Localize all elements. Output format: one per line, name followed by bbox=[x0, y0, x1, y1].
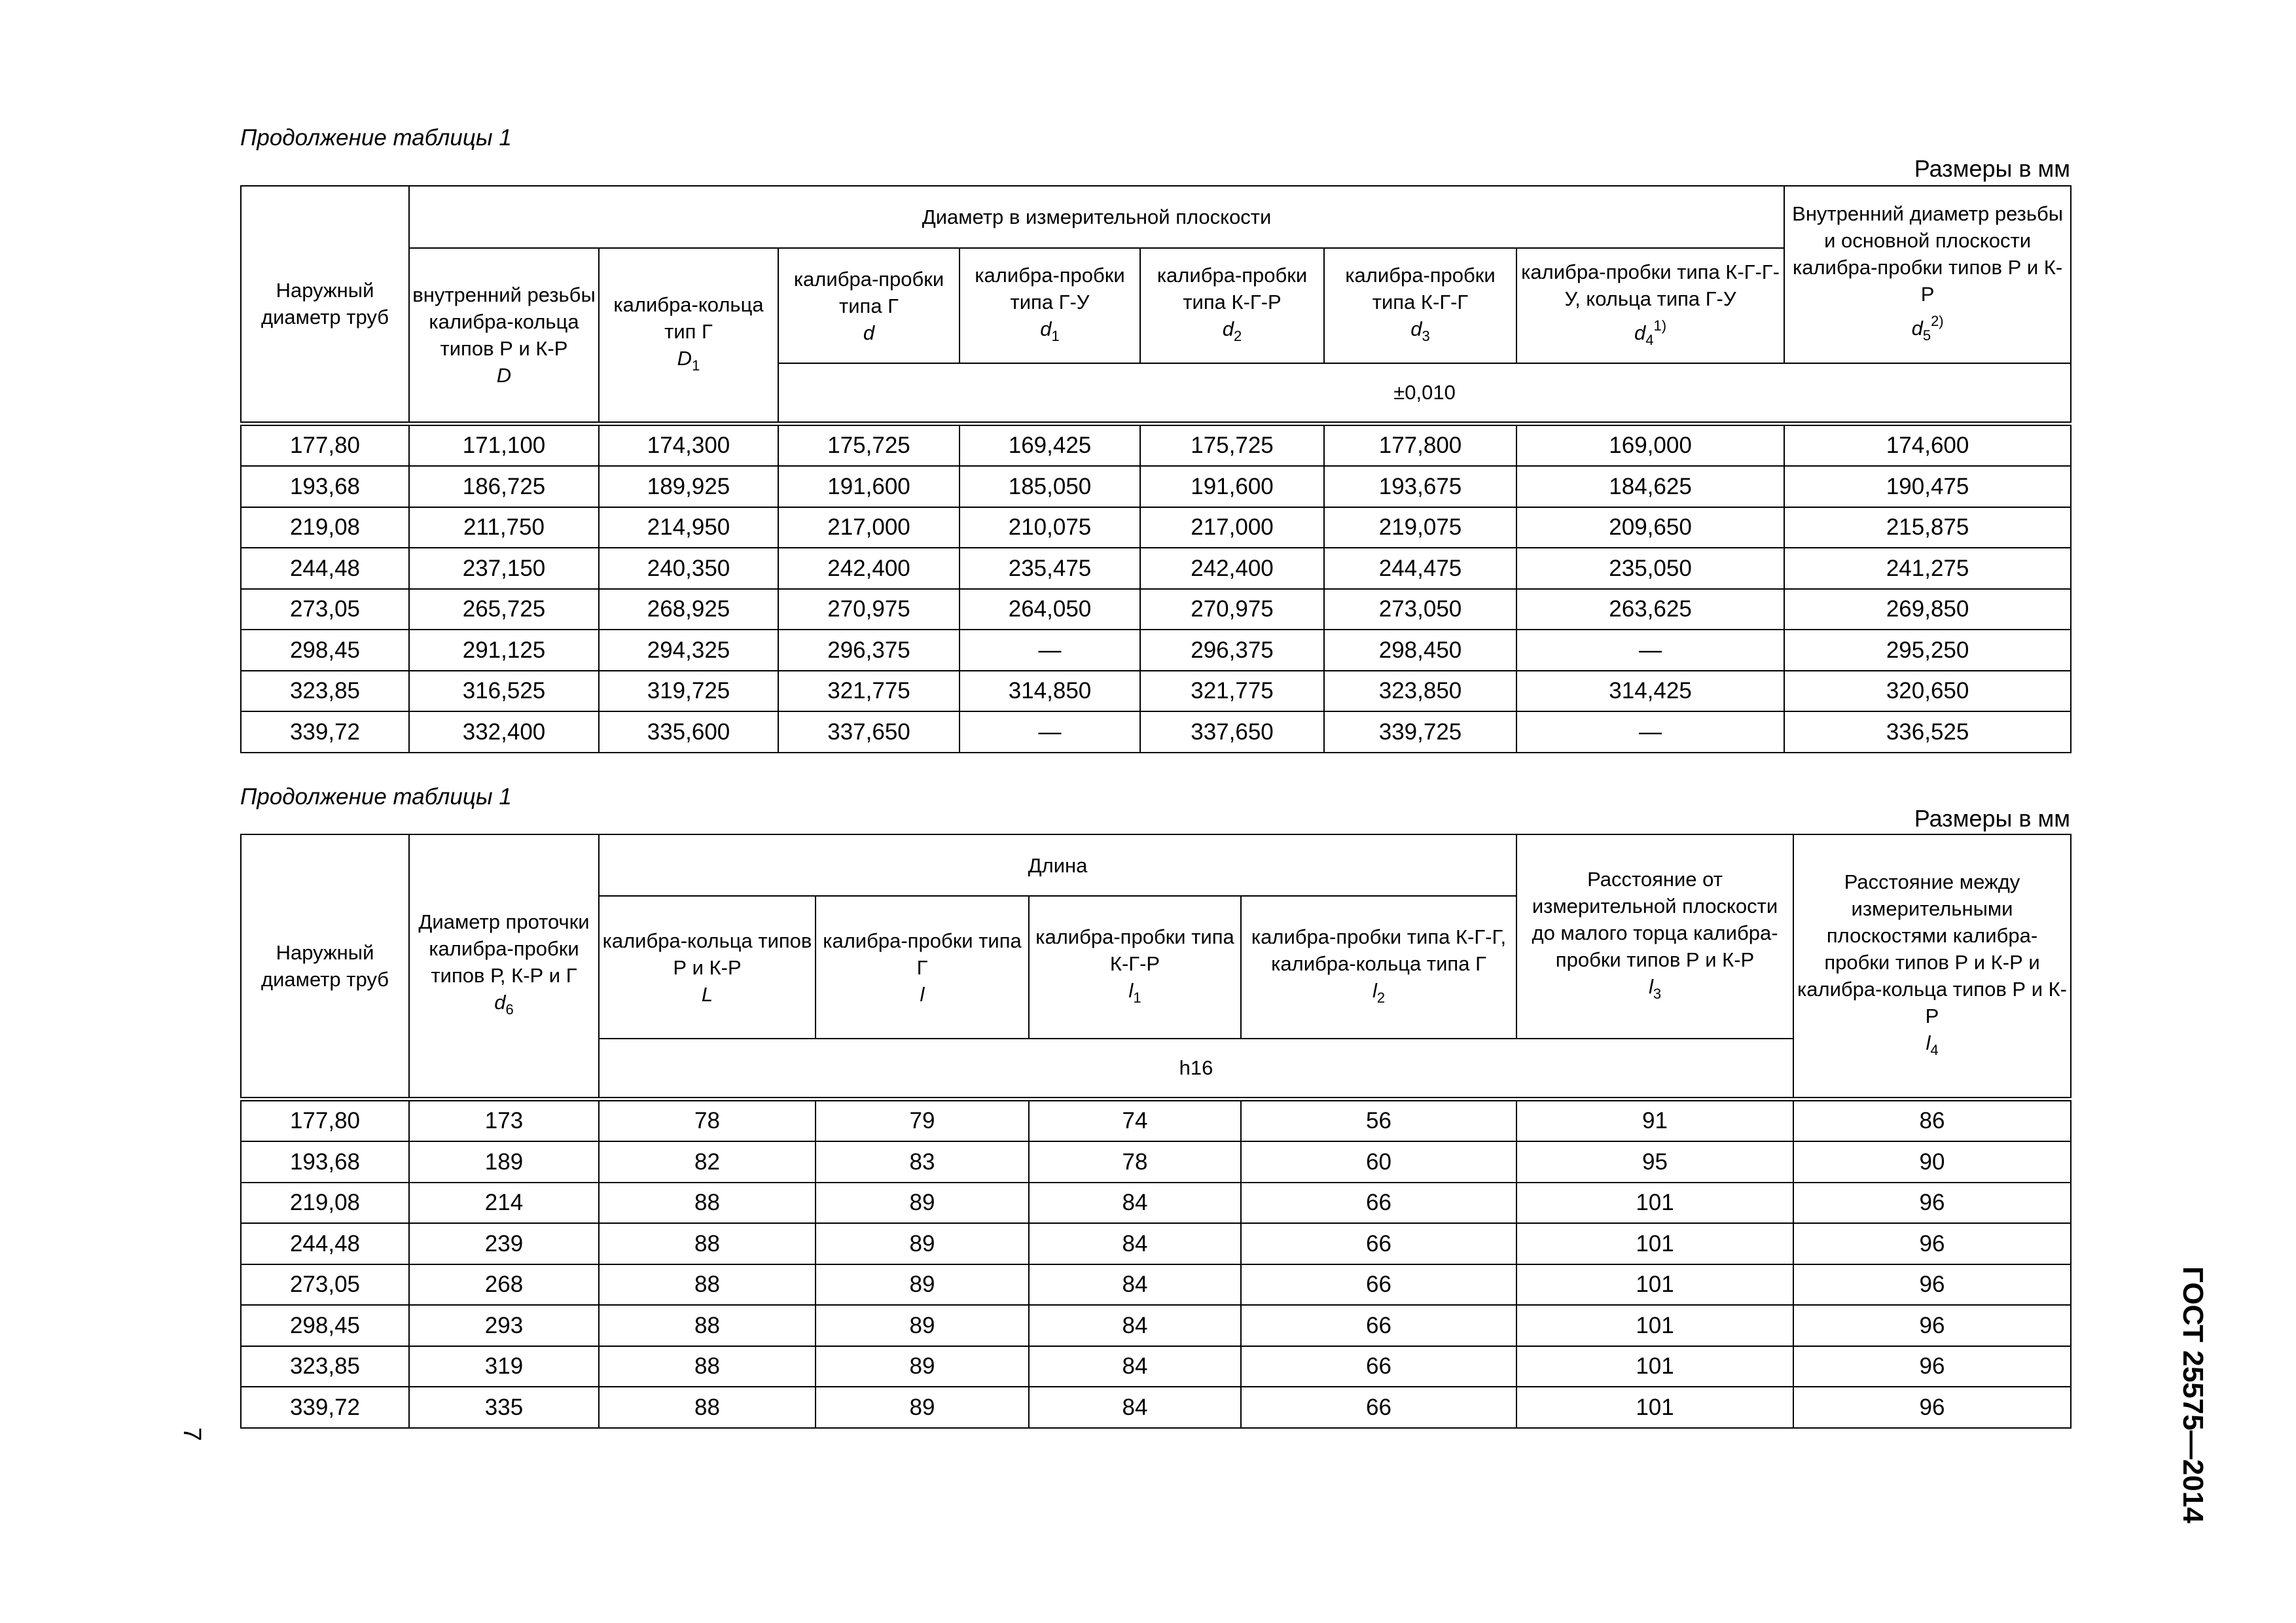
table1-caption: Продолжение таблицы 1 bbox=[240, 125, 512, 151]
table-row bbox=[241, 507, 2071, 548]
header-plug-k-g-g-u: калибра-пробки типа К-Г-Г-У, кольца типа Г-У $d_4^{1)}$ bbox=[1516, 248, 1784, 363]
table-cell: 193,68 bbox=[241, 466, 409, 507]
table-cell: 298,45 bbox=[241, 1305, 409, 1346]
table-row bbox=[241, 1305, 2071, 1346]
header-plug-g: калибра-пробки типа Г d bbox=[778, 248, 960, 363]
table-cell: — bbox=[1516, 711, 1784, 753]
table-cell: 298,450 bbox=[1324, 630, 1516, 671]
header-groove-diameter: Диаметр проточки калибра-пробки типов Р, К-Р и Г $d_6$ bbox=[409, 834, 599, 1099]
table-cell: 89 bbox=[816, 1387, 1029, 1428]
header-plug-g-u: калибра-пробки типа Г-У $d_1$ bbox=[960, 248, 1140, 363]
table-row bbox=[241, 671, 2071, 712]
table-cell: — bbox=[1516, 630, 1784, 671]
table-cell: 186,725 bbox=[409, 466, 599, 507]
header-ring-gauge-g: калибра-кольца тип Г $D_1$ bbox=[599, 248, 778, 423]
table-cell: 239 bbox=[409, 1223, 599, 1264]
table-cell: 88 bbox=[599, 1223, 816, 1264]
table-cell: 273,05 bbox=[241, 589, 409, 630]
table-cell: 89 bbox=[816, 1264, 1029, 1306]
header-ring-gauge-thread: внутренний резьбы калибра-кольца типов Р и К-Р D bbox=[409, 248, 599, 423]
table2-caption: Продолжение таблицы 1 bbox=[240, 784, 512, 810]
table-cell: 320,650 bbox=[1784, 671, 2071, 712]
page-number: 7 bbox=[178, 1427, 206, 1442]
header-distance-to-small-end: Расстояние от измерительной плоскости до малого торца калибра-пробки типов Р и К-Р $l_3$ bbox=[1516, 834, 1793, 1039]
table-row bbox=[241, 548, 2071, 589]
table-cell: 217,000 bbox=[1140, 507, 1324, 548]
table-cell: 323,850 bbox=[1324, 671, 1516, 712]
table-cell: 323,85 bbox=[241, 1346, 409, 1387]
table-cell: 214,950 bbox=[599, 507, 778, 548]
table-row bbox=[241, 1223, 2071, 1264]
table2 bbox=[240, 834, 2072, 1429]
table-row bbox=[241, 1264, 2071, 1306]
table-cell: 273,050 bbox=[1324, 589, 1516, 630]
table-cell: 319,725 bbox=[599, 671, 778, 712]
table-cell: 79 bbox=[816, 1099, 1029, 1141]
table-row bbox=[241, 630, 2071, 671]
table-cell: 244,475 bbox=[1324, 548, 1516, 589]
table-cell: 241,275 bbox=[1784, 548, 2071, 589]
table-cell: 89 bbox=[816, 1183, 1029, 1224]
standard-designation: ГОСТ 25575—2014 bbox=[2177, 1266, 2209, 1524]
table-cell: 215,875 bbox=[1784, 507, 2071, 548]
table-cell: 173 bbox=[409, 1099, 599, 1141]
table-cell: 96 bbox=[1793, 1387, 2071, 1428]
table-row bbox=[241, 589, 2071, 630]
table-cell: 291,125 bbox=[409, 630, 599, 671]
table-row bbox=[241, 1387, 2071, 1428]
table-cell: 242,400 bbox=[778, 548, 960, 589]
table-cell: 66 bbox=[1241, 1305, 1516, 1346]
table-cell: 321,775 bbox=[778, 671, 960, 712]
table-cell: 82 bbox=[599, 1141, 816, 1183]
table-cell: 177,80 bbox=[241, 423, 409, 466]
table-cell: 83 bbox=[816, 1141, 1029, 1183]
table-cell: 175,725 bbox=[1140, 423, 1324, 466]
table-cell: 273,05 bbox=[241, 1264, 409, 1306]
header-measuring-plane-diameter: Диаметр в измерительной плоскости bbox=[409, 186, 1784, 248]
table-cell: 335,600 bbox=[599, 711, 778, 753]
table-cell: 101 bbox=[1516, 1264, 1793, 1306]
table-cell: 84 bbox=[1029, 1223, 1241, 1264]
table-cell: 335 bbox=[409, 1387, 599, 1428]
table-cell: 88 bbox=[599, 1183, 816, 1224]
table-row bbox=[241, 466, 2071, 507]
table-cell: 296,375 bbox=[1140, 630, 1324, 671]
table-cell: 84 bbox=[1029, 1305, 1241, 1346]
table-cell: 96 bbox=[1793, 1264, 2071, 1306]
header-length-ring: калибра-кольца типов Р и К-Р L bbox=[599, 896, 816, 1039]
table-cell: 337,650 bbox=[778, 711, 960, 753]
header-tolerance: ±0,010 bbox=[778, 363, 2071, 423]
table-cell: — bbox=[960, 630, 1140, 671]
table-cell: 263,625 bbox=[1516, 589, 1784, 630]
table-cell: 88 bbox=[599, 1264, 816, 1306]
table-cell: 84 bbox=[1029, 1264, 1241, 1306]
table-cell: 314,425 bbox=[1516, 671, 1784, 712]
table-cell: 89 bbox=[816, 1305, 1029, 1346]
table-cell: 101 bbox=[1516, 1305, 1793, 1346]
table-cell: 189 bbox=[409, 1141, 599, 1183]
table-cell: 219,075 bbox=[1324, 507, 1516, 548]
header-length-plug-g: калибра-пробки типа Г l bbox=[816, 896, 1029, 1039]
table-cell: 237,150 bbox=[409, 548, 599, 589]
table-cell: 336,525 bbox=[1784, 711, 2071, 753]
header-tolerance: h16 bbox=[599, 1039, 1793, 1099]
table-cell: 265,725 bbox=[409, 589, 599, 630]
table-cell: 66 bbox=[1241, 1346, 1516, 1387]
table-cell: 78 bbox=[1029, 1141, 1241, 1183]
table-row bbox=[241, 1183, 2071, 1224]
table-cell: 101 bbox=[1516, 1183, 1793, 1224]
table-cell: 295,250 bbox=[1784, 630, 2071, 671]
table-cell: 270,975 bbox=[778, 589, 960, 630]
table-cell: 332,400 bbox=[409, 711, 599, 753]
table-cell: 323,85 bbox=[241, 671, 409, 712]
table-cell: 101 bbox=[1516, 1387, 1793, 1428]
table-cell: 60 bbox=[1241, 1141, 1516, 1183]
table-cell: 88 bbox=[599, 1305, 816, 1346]
table-cell: 337,650 bbox=[1140, 711, 1324, 753]
table-cell: 174,300 bbox=[599, 423, 778, 466]
table-cell: 56 bbox=[1241, 1099, 1516, 1141]
table-cell: 91 bbox=[1516, 1099, 1793, 1141]
table-cell: 175,725 bbox=[778, 423, 960, 466]
table-cell: 268,925 bbox=[599, 589, 778, 630]
table-cell: 244,48 bbox=[241, 548, 409, 589]
table-cell: 78 bbox=[599, 1099, 816, 1141]
table-cell: 189,925 bbox=[599, 466, 778, 507]
table1-units: Размеры в мм bbox=[1914, 155, 2070, 182]
table-cell: 314,850 bbox=[960, 671, 1140, 712]
table-cell: 298,45 bbox=[241, 630, 409, 671]
table-cell: 270,975 bbox=[1140, 589, 1324, 630]
table-cell: 339,72 bbox=[241, 1387, 409, 1428]
table-cell: — bbox=[960, 711, 1140, 753]
table-cell: 96 bbox=[1793, 1305, 2071, 1346]
table-cell: 217,000 bbox=[778, 507, 960, 548]
table-cell: 66 bbox=[1241, 1183, 1516, 1224]
table-cell: 96 bbox=[1793, 1183, 2071, 1224]
table-cell: 66 bbox=[1241, 1387, 1516, 1428]
header-length-plug-k-g-g: калибра-пробки типа К-Г-Г, калибра-кольца типа Г $l_2$ bbox=[1241, 896, 1516, 1039]
table-cell: 240,350 bbox=[599, 548, 778, 589]
table-cell: 339,725 bbox=[1324, 711, 1516, 753]
table-cell: 101 bbox=[1516, 1223, 1793, 1264]
table-cell: 264,050 bbox=[960, 589, 1140, 630]
table-cell: 191,600 bbox=[1140, 466, 1324, 507]
header-outer-diameter: Наружный диаметр труб bbox=[241, 186, 409, 423]
table-cell: 190,475 bbox=[1784, 466, 2071, 507]
table-cell: 66 bbox=[1241, 1223, 1516, 1264]
table-cell: 294,325 bbox=[599, 630, 778, 671]
header-inner-thread-diameter: Внутренний диаметр резьбы и основной плоскости калибра-пробки типов Р и К-Р $d_5^{2)}$ bbox=[1784, 186, 2071, 363]
table-cell: 191,600 bbox=[778, 466, 960, 507]
table2-body bbox=[241, 1099, 2071, 1428]
table-cell: 96 bbox=[1793, 1346, 2071, 1387]
table-cell: 269,850 bbox=[1784, 589, 2071, 630]
table-cell: 88 bbox=[599, 1346, 816, 1387]
table-row bbox=[241, 1099, 2071, 1141]
table-cell: 89 bbox=[816, 1223, 1029, 1264]
table-cell: 171,100 bbox=[409, 423, 599, 466]
header-plug-k-g-r: калибра-пробки типа К-Г-Р $d_2$ bbox=[1140, 248, 1324, 363]
table-cell: 242,400 bbox=[1140, 548, 1324, 589]
table-cell: 84 bbox=[1029, 1183, 1241, 1224]
table-cell: 319 bbox=[409, 1346, 599, 1387]
table-cell: 177,800 bbox=[1324, 423, 1516, 466]
table-cell: 268 bbox=[409, 1264, 599, 1306]
table-cell: 211,750 bbox=[409, 507, 599, 548]
table-cell: 86 bbox=[1793, 1099, 2071, 1141]
table-cell: 89 bbox=[816, 1346, 1029, 1387]
table-cell: 316,525 bbox=[409, 671, 599, 712]
table-cell: 210,075 bbox=[960, 507, 1140, 548]
header-outer-diameter: Наружный диаметр труб bbox=[241, 834, 409, 1099]
table2-units: Размеры в мм bbox=[1914, 805, 2070, 832]
table-row bbox=[241, 423, 2071, 466]
table-cell: 219,08 bbox=[241, 507, 409, 548]
table1 bbox=[240, 185, 2072, 753]
table-cell: 169,000 bbox=[1516, 423, 1784, 466]
table-cell: 90 bbox=[1793, 1141, 2071, 1183]
table-cell: 339,72 bbox=[241, 711, 409, 753]
table-cell: 177,80 bbox=[241, 1099, 409, 1141]
table-cell: 296,375 bbox=[778, 630, 960, 671]
table-cell: 193,68 bbox=[241, 1141, 409, 1183]
header-distance-between-planes: Расстояние между измерительными плоскостями калибра-пробки типов Р и К-Р и калибра-кольца типов Р и К-Р $l_4$ bbox=[1793, 834, 2071, 1099]
header-length: Длина bbox=[599, 834, 1516, 896]
table-cell: 174,600 bbox=[1784, 423, 2071, 466]
table-cell: 84 bbox=[1029, 1346, 1241, 1387]
table-cell: 101 bbox=[1516, 1346, 1793, 1387]
table-cell: 88 bbox=[599, 1387, 816, 1428]
table-cell: 293 bbox=[409, 1305, 599, 1346]
table-row bbox=[241, 1141, 2071, 1183]
table-cell: 219,08 bbox=[241, 1183, 409, 1224]
table-cell: 96 bbox=[1793, 1223, 2071, 1264]
table1-body bbox=[241, 423, 2071, 753]
table-row bbox=[241, 711, 2071, 753]
table-cell: 214 bbox=[409, 1183, 599, 1224]
table-cell: 95 bbox=[1516, 1141, 1793, 1183]
table-row bbox=[241, 1346, 2071, 1387]
table-cell: 244,48 bbox=[241, 1223, 409, 1264]
header-length-plug-k-g-r: калибра-пробки типа К-Г-Р $l_1$ bbox=[1029, 896, 1241, 1039]
table-cell: 184,625 bbox=[1516, 466, 1784, 507]
table-cell: 321,775 bbox=[1140, 671, 1324, 712]
table-cell: 84 bbox=[1029, 1387, 1241, 1428]
table-cell: 74 bbox=[1029, 1099, 1241, 1141]
table-cell: 185,050 bbox=[960, 466, 1140, 507]
table-cell: 235,475 bbox=[960, 548, 1140, 589]
table-cell: 169,425 bbox=[960, 423, 1140, 466]
table-cell: 235,050 bbox=[1516, 548, 1784, 589]
table-cell: 193,675 bbox=[1324, 466, 1516, 507]
header-plug-k-g-g: калибра-пробки типа К-Г-Г $d_3$ bbox=[1324, 248, 1516, 363]
table-cell: 209,650 bbox=[1516, 507, 1784, 548]
table-cell: 66 bbox=[1241, 1264, 1516, 1306]
